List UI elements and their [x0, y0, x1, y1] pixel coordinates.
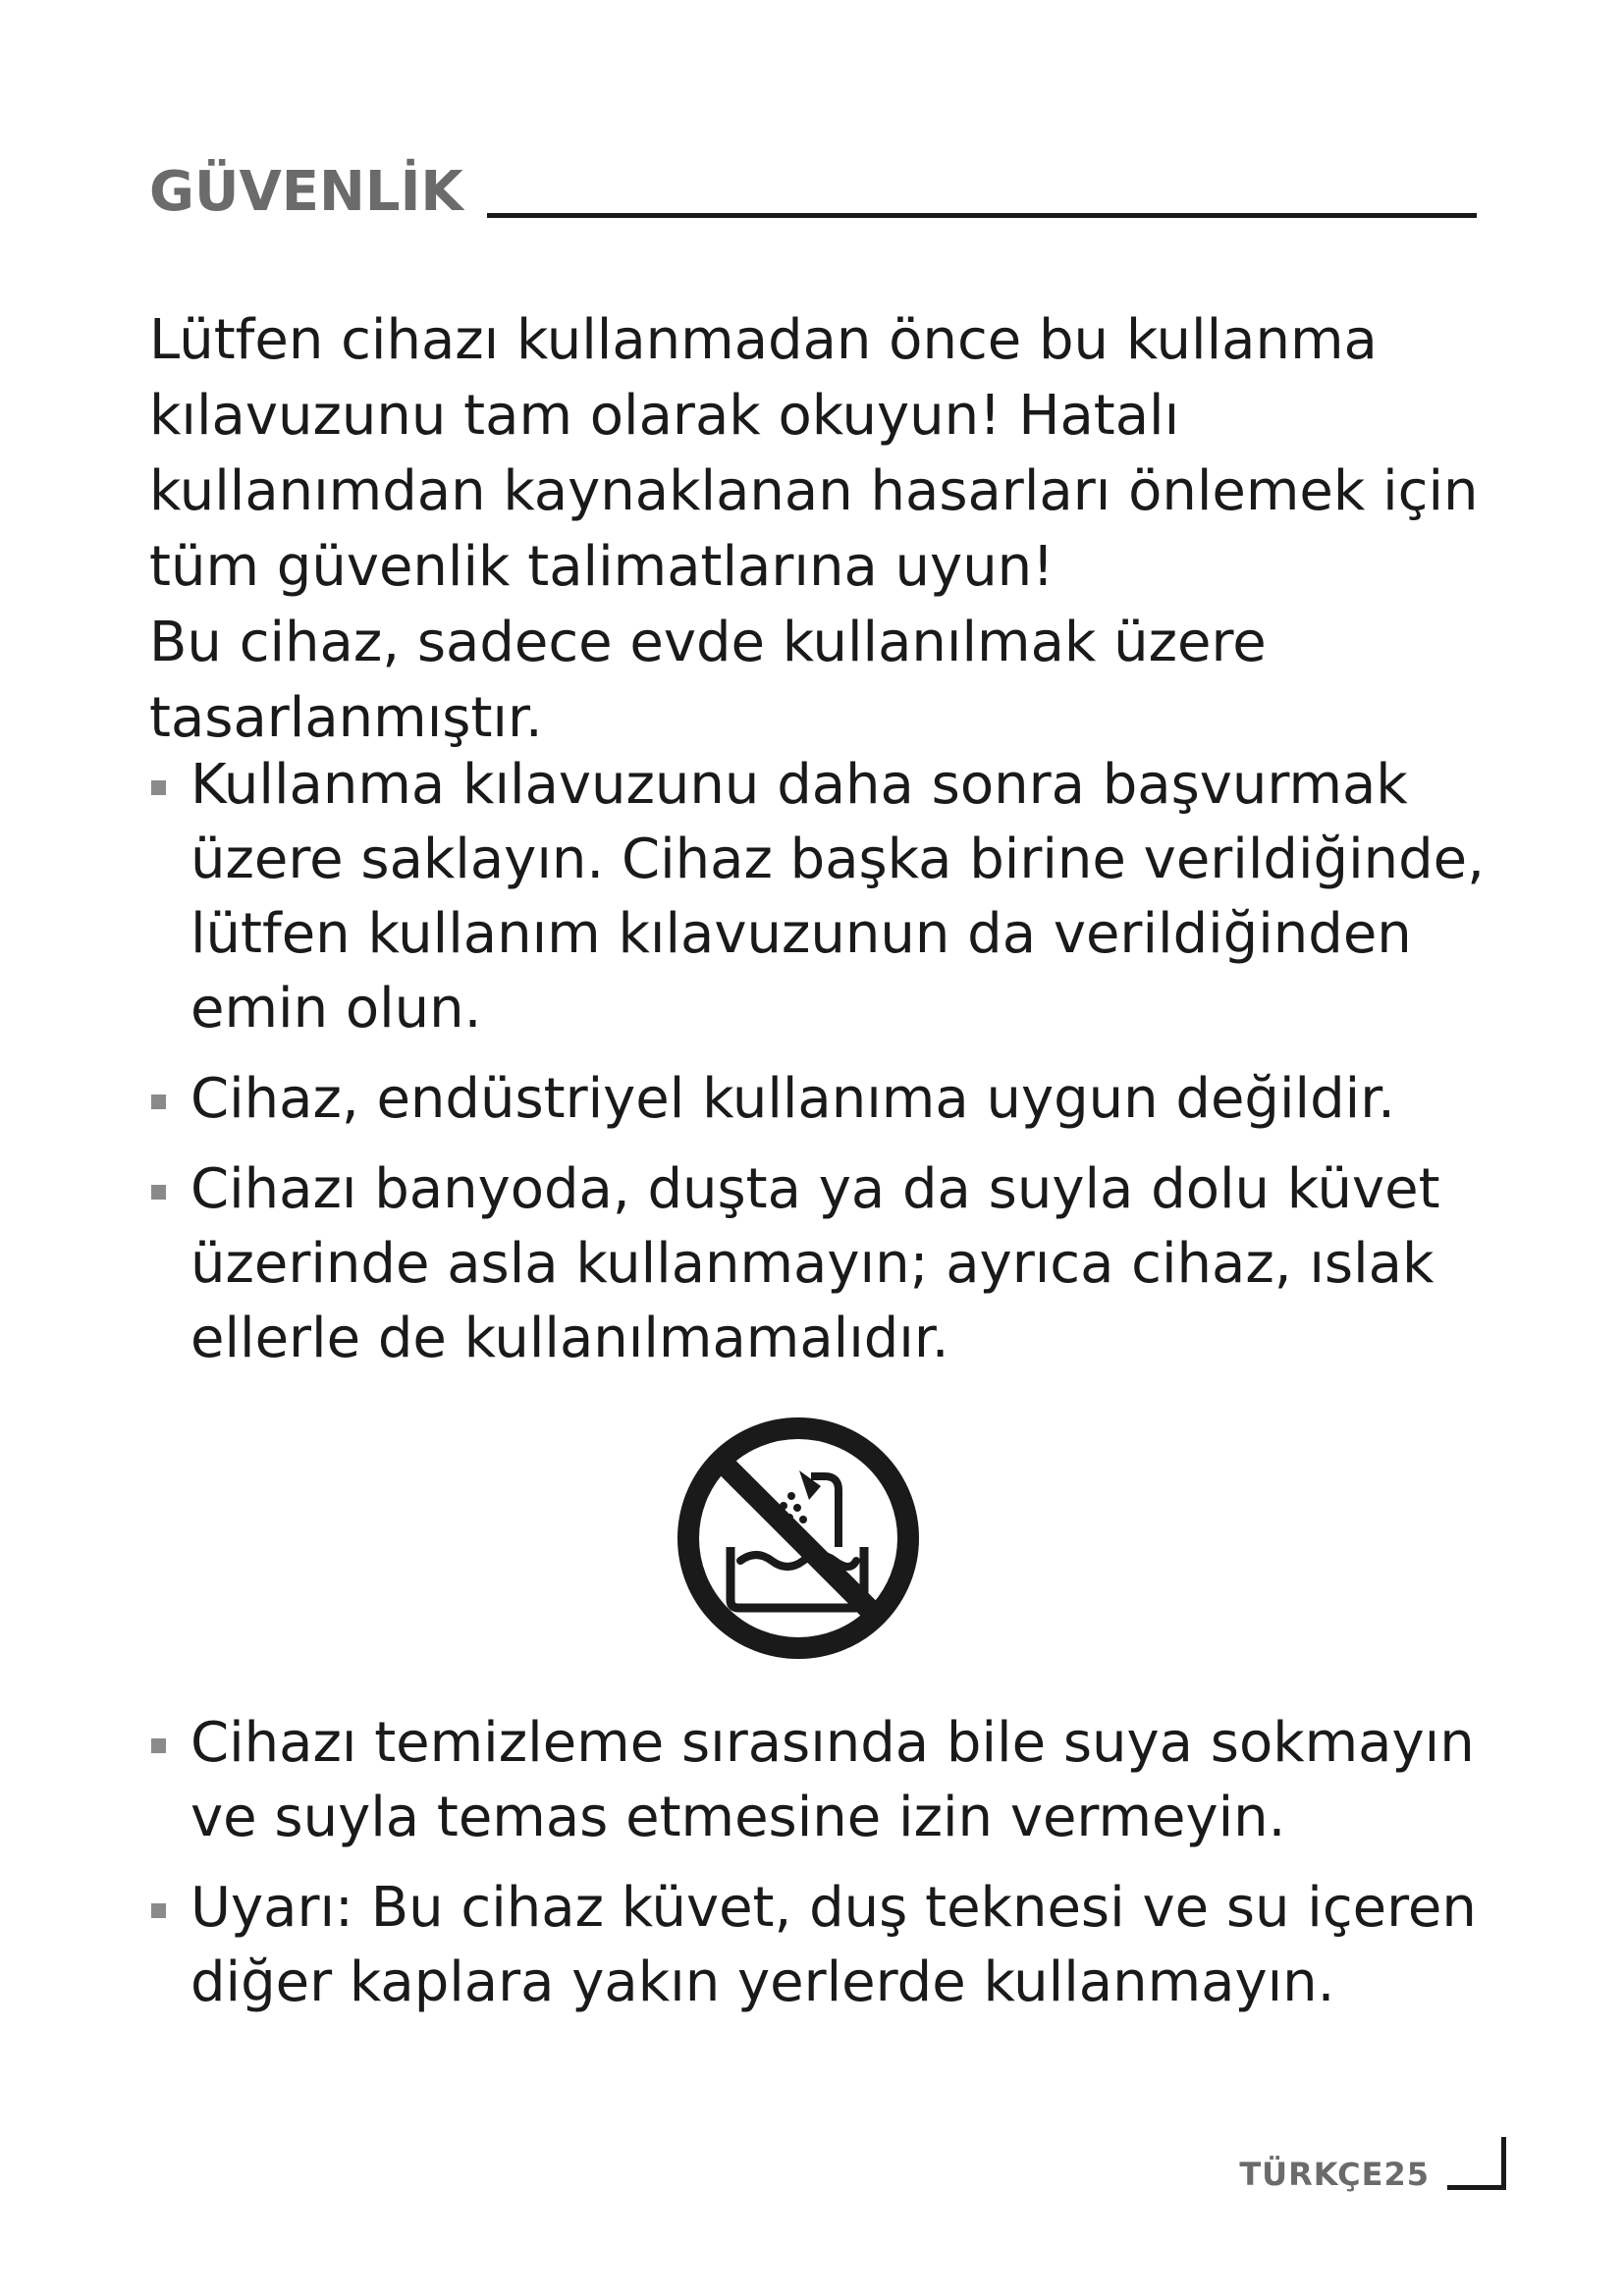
list-item — [149, 1871, 1524, 2020]
list-item — [149, 1152, 1524, 1376]
intro-paragraph-2: Bu cihaz, sadece evde kullanılmak üzere tasarlanmıştır. — [149, 611, 1267, 750]
footer-language: TÜRKÇE — [1239, 2156, 1384, 2193]
list-item — [149, 748, 1524, 1046]
section-heading-row — [149, 160, 1477, 224]
bullet-square-icon — [151, 1738, 166, 1753]
intro-text — [149, 302, 1514, 756]
intro-paragraph-1: Lütfen cihazı kullanmadan önce bu kullanma kılavuzunu tam olarak okuyun! Hatalı kullanımdan kaynaklanan hasarları önlemek için tüm güvenlik talimatlarına uyun! — [149, 308, 1479, 599]
list-item — [149, 1706, 1524, 1855]
page-footer — [1239, 2137, 1506, 2193]
bullet-square-icon — [151, 780, 166, 795]
no-bath-shower-icon — [674, 1414, 923, 1663]
footer-language-label — [1239, 2156, 1430, 2193]
list-item-text: Kullanma kılavuzunu daha sonra başvurmak üzere saklayın. Cihaz başka birine verildiğinde, lütfen kullanım kılavuzunun da verildiğinden emin olun. — [190, 753, 1485, 1041]
list-item — [149, 1062, 1524, 1137]
bullet-square-icon — [151, 1095, 166, 1109]
list-item-text: Cihazı temizleme sırasında bile suya sokmayın ve suyla temas etmesine izin vermeyin. — [190, 1711, 1475, 1849]
heading-rule — [487, 213, 1477, 218]
bullet-square-icon — [151, 1185, 166, 1200]
bullet-square-icon — [151, 1903, 166, 1918]
prohibition-slash — [721, 1461, 876, 1616]
section-heading: GÜVENLİK — [149, 160, 463, 224]
list-item-text: Uyarı: Bu cihaz küvet, duş teknesi ve su içeren diğer kaplara yakın yerlerde kullanmayın. — [190, 1876, 1477, 2014]
page-number: 25 — [1383, 2156, 1430, 2193]
page-corner-mark — [1447, 2137, 1506, 2190]
safety-list-top — [149, 748, 1524, 1392]
list-item-text: Cihaz, endüstriyel kullanıma uygun değildir. — [190, 1067, 1395, 1131]
list-item-text: Cihazı banyoda, duşta ya da suyla dolu küvet üzerinde asla kullanmayın; ayrıca cihaz, ıslak ellerle de kullanılmamalıdır. — [190, 1157, 1440, 1370]
safety-list-bottom — [149, 1706, 1524, 2036]
